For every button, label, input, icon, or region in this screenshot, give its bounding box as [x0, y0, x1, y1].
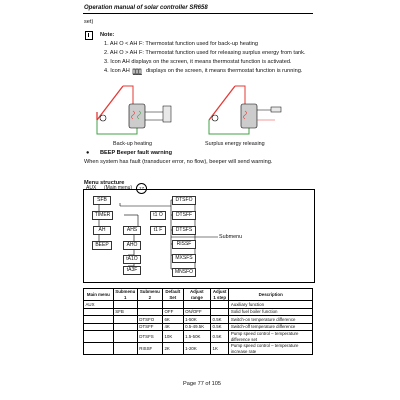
cell — [113, 331, 137, 343]
cell: OFF — [162, 308, 183, 316]
cell — [113, 316, 137, 324]
cell — [84, 308, 114, 316]
menu-node-sfb: SFB — [93, 196, 111, 205]
menu-node-mxsfs: MXSFS — [172, 254, 196, 263]
col-adjust-step: Adjust 1 step — [211, 289, 229, 301]
cell — [84, 331, 114, 343]
info-icon — [85, 31, 93, 40]
cell: 1.5-50K — [183, 331, 210, 343]
note-item-2: 2. AH O > AH F: Thermostat function used for releasing surplus energy from tank. — [104, 50, 306, 56]
cell: Solid fuel boiler function — [229, 308, 313, 316]
cell: Switch-on temperature difference — [229, 316, 313, 324]
note-item-4-end: displays on the screen, it means thermostat function is running. — [146, 68, 303, 74]
menu-node-mnsfo: MNSFO — [172, 268, 196, 277]
header-rule — [83, 13, 313, 14]
top-line-text: set) — [84, 19, 94, 25]
cell: 6K — [162, 316, 183, 324]
col-main-menu: Main menu — [84, 289, 114, 301]
cell — [211, 308, 229, 316]
table-row — [84, 308, 313, 316]
table-row — [84, 316, 313, 324]
cell: DTSFO — [137, 316, 162, 324]
menu-structure-title: Menu structure — [84, 180, 125, 186]
table-row — [84, 343, 313, 355]
note-item-1: 1. AH O < AH F: Thermostat function used for back-up heating — [104, 41, 258, 47]
col-adjust-range: Adjust range — [183, 289, 210, 301]
table-header-row — [84, 289, 313, 301]
menu-node-t1o: t1 O — [150, 211, 166, 220]
cell: 2K — [162, 343, 183, 355]
menu-node-ah: AH — [93, 226, 111, 235]
menu-main-label: (Main menu) — [104, 185, 133, 191]
cell: AUX — [84, 301, 114, 309]
thermostat-running-icon — [132, 68, 144, 75]
cell — [84, 316, 114, 324]
parameter-table — [83, 288, 313, 355]
cell: Pump speed control – temperature difference set — [229, 331, 313, 343]
beep-body: When system has fault (transducer error, no flow), beeper will send warning. — [84, 159, 273, 165]
cell: DTSFS — [137, 331, 162, 343]
cell — [183, 301, 210, 309]
cell: 1K — [211, 343, 229, 355]
circled-number: 17 — [136, 183, 147, 194]
cell — [113, 323, 137, 331]
cell — [113, 301, 137, 309]
cell: 1-20K — [183, 343, 210, 355]
cell: 1-50K — [183, 316, 210, 324]
cell: 10K — [162, 331, 183, 343]
cell — [84, 343, 114, 355]
table-row — [84, 331, 313, 343]
cell: Auxiliary function — [229, 301, 313, 309]
cell: RISSF — [137, 343, 162, 355]
cell: 4K — [162, 323, 183, 331]
menu-node-ahs: AHS — [123, 226, 141, 235]
cell: SFB — [113, 308, 137, 316]
menu-node-beep: BEEP — [92, 241, 112, 250]
menu-node-timer: TIMER — [92, 211, 113, 220]
menu-aux: AUX — [86, 185, 97, 191]
cell: 0.5K — [211, 316, 229, 324]
menu-node-dtsfo: DTSFO — [172, 196, 196, 205]
cell: Pump speed control – temperature increase rate — [229, 343, 313, 355]
cell: ON/OFF — [183, 308, 210, 316]
menu-node-dtsff: DTSFF — [172, 211, 196, 220]
menu-node-t1f: t1 F — [150, 226, 166, 235]
cell: 0.5K — [211, 323, 229, 331]
col-submenu-2: Submenu 2 — [137, 289, 162, 301]
menu-node-ta1o: tA1O — [123, 255, 141, 264]
surplus-energy-releasing-diagram — [205, 76, 300, 140]
cell: 0.5K — [211, 331, 229, 343]
cell — [162, 301, 183, 309]
right-figure-caption: Surplus energy releasing — [205, 141, 265, 147]
cell: 0.5-49.5K — [183, 323, 210, 331]
cell — [211, 301, 229, 309]
submenu-label: Submenu — [219, 234, 243, 240]
table-row — [84, 323, 313, 331]
menu-connectors — [84, 189, 312, 281]
cell — [137, 308, 162, 316]
left-figure-caption: Back-up heating — [113, 141, 152, 147]
cell — [137, 301, 162, 309]
menu-node-aho: AHO — [123, 241, 141, 250]
page-header-title: Operation manual of solar controller SR658 — [84, 5, 208, 11]
table-row — [84, 301, 313, 309]
menu-node-dtsfs: DTSFS — [172, 226, 196, 235]
cell — [113, 343, 137, 355]
menu-node-rissf: RISSF — [172, 240, 196, 249]
col-submenu-1: Submenu 1 — [115, 289, 136, 300]
back-up-heating-diagram — [93, 76, 193, 140]
note-item-3: 3. Icon AH displays on the screen, it means thermostat function is activated. — [104, 59, 292, 65]
menu-node-ta3f: tA3F — [123, 266, 141, 275]
note-label: Note: — [100, 32, 115, 38]
beep-heading: BEEP Beeper fault warning — [100, 150, 173, 156]
col-default-set: Default Set — [162, 289, 183, 301]
page-number: Page 77 of 105 — [183, 381, 221, 387]
cell: Switch-off temperature difference — [229, 323, 313, 331]
bullet: ● — [86, 150, 90, 156]
cell: DTSFF — [137, 323, 162, 331]
cell — [84, 323, 114, 331]
col-description: Description — [229, 289, 313, 301]
note-item-4-start: 4. Icon AH — [104, 68, 130, 74]
